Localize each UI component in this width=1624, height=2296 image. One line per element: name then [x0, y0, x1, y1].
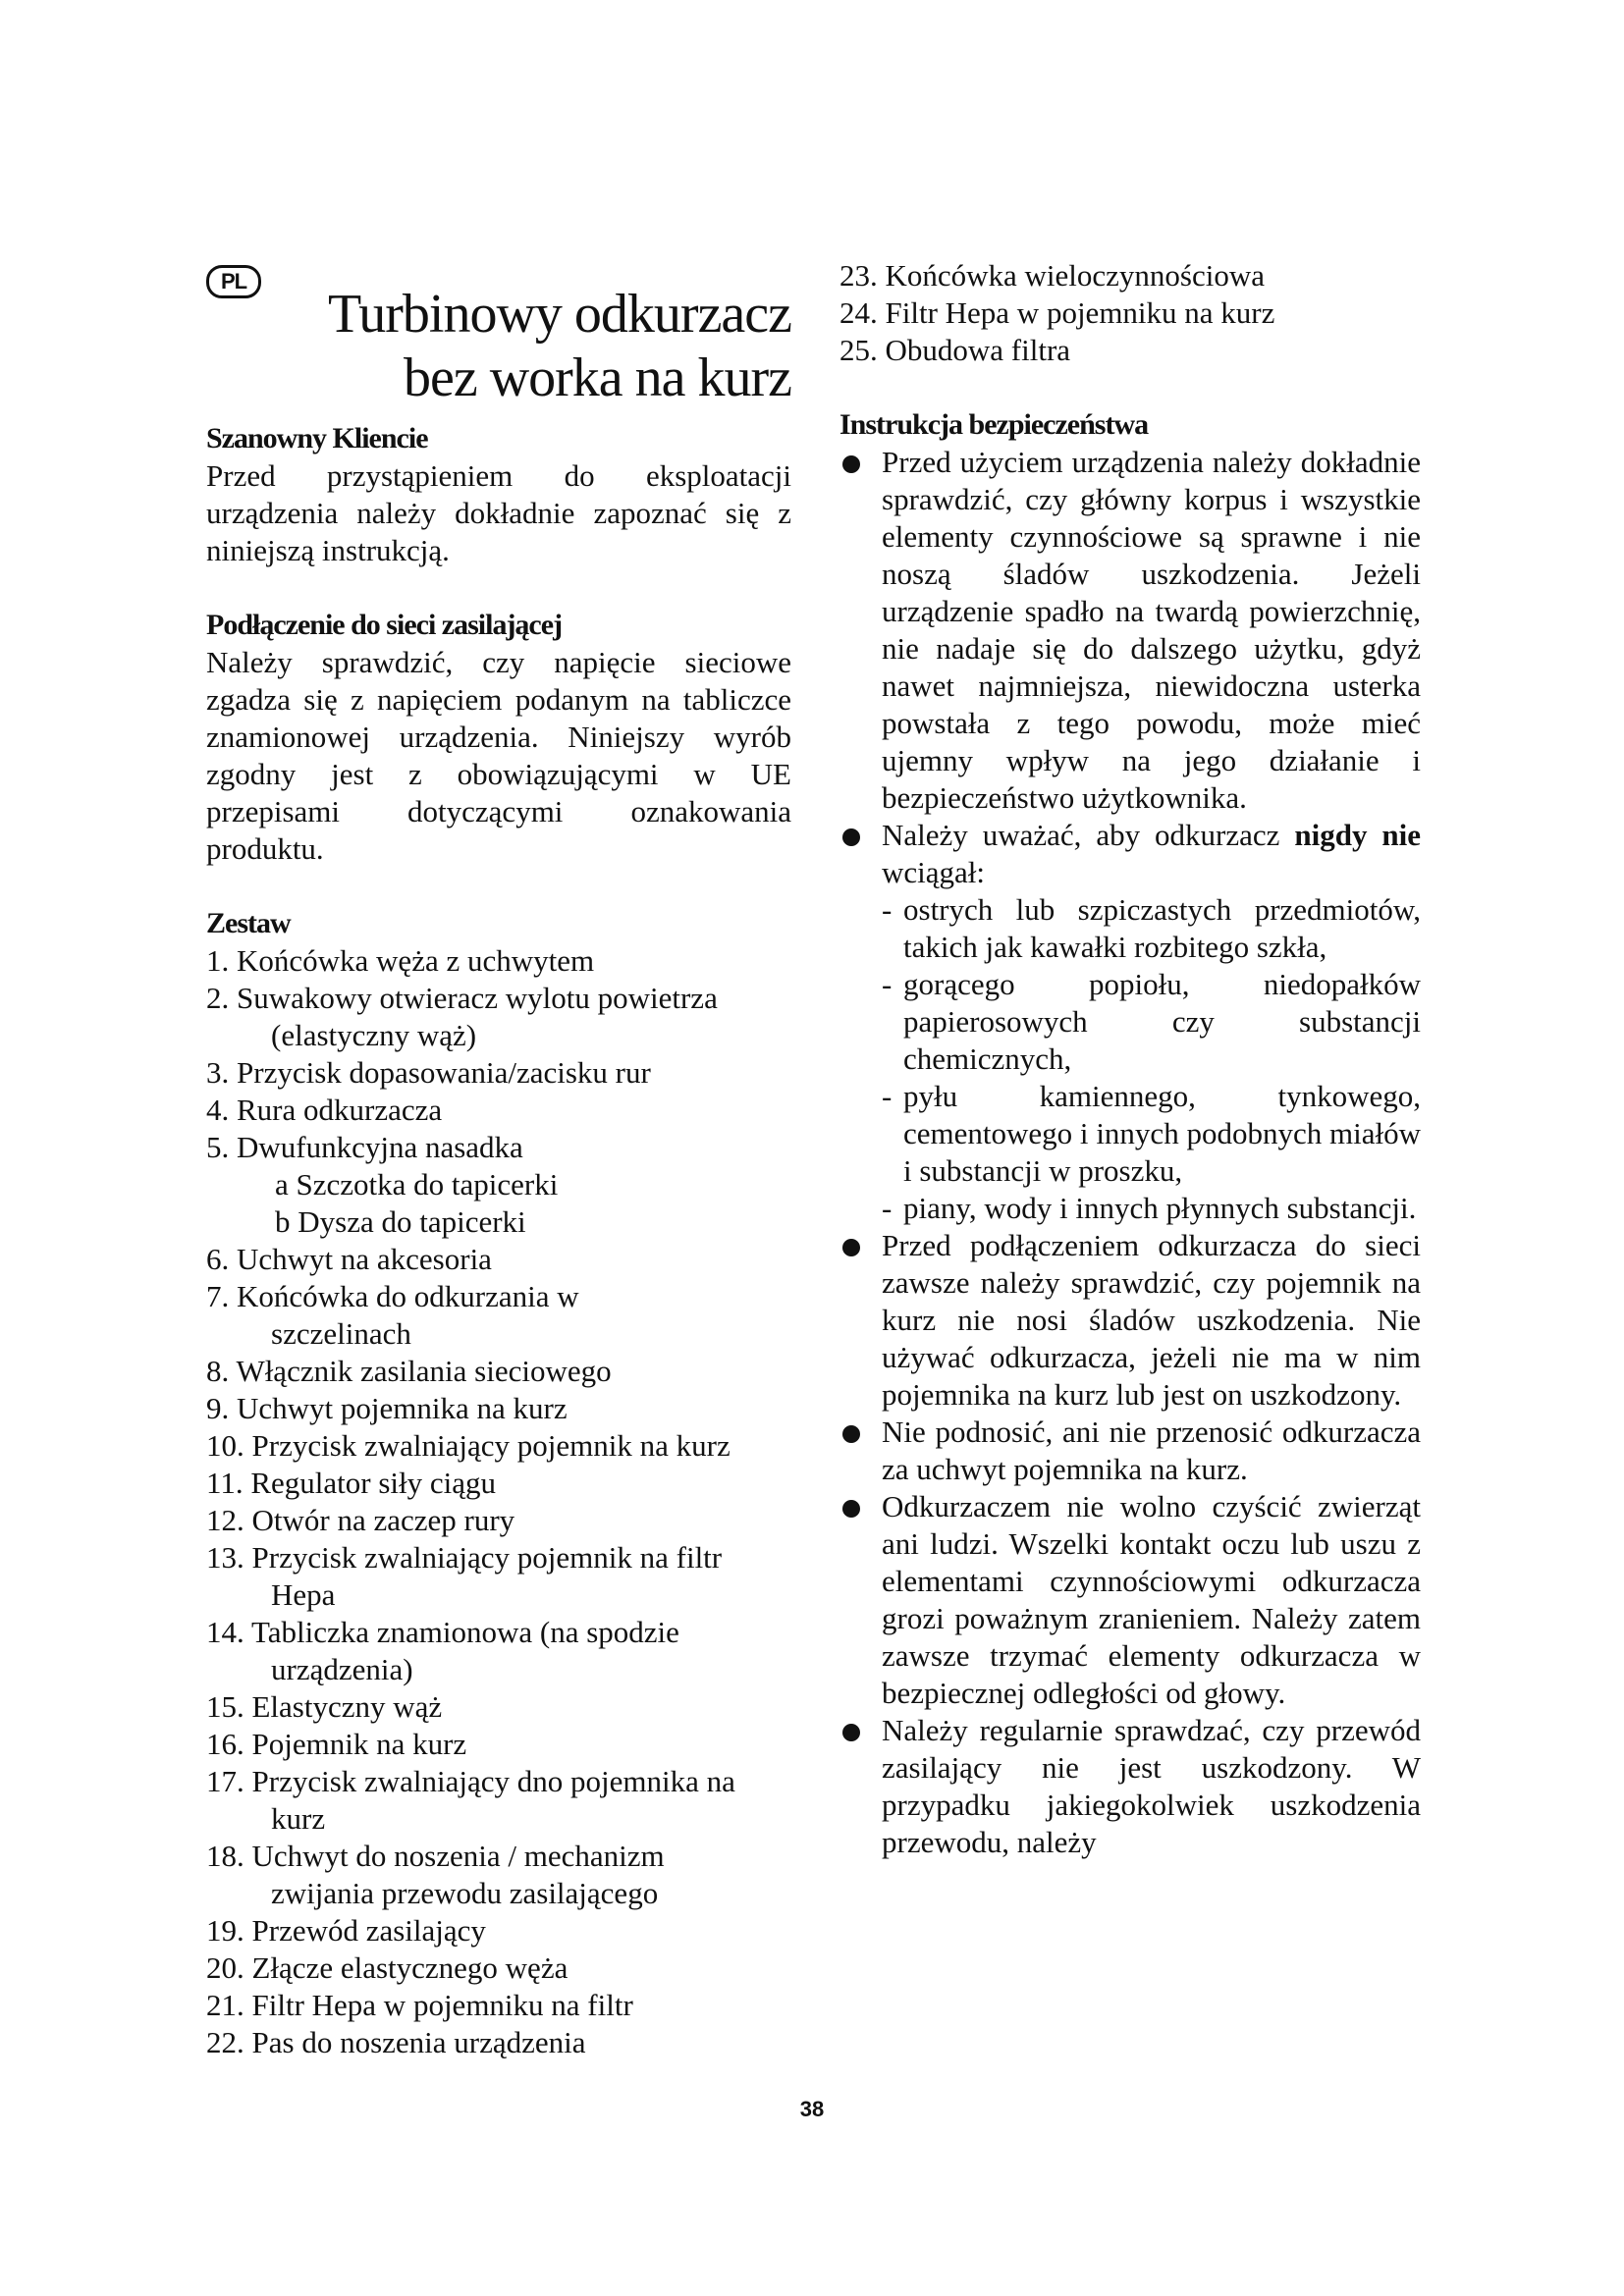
list-item: 23. Końcówka wieloczynnościowa	[839, 258, 1266, 293]
list-item: 2. Suwakowy otwieracz wylotu powietrza (elastyczny wąż)	[206, 981, 718, 1052]
bullet-icon	[842, 1724, 860, 1741]
list-item: 10. Przycisk zwalniający pojemnik na kurz	[206, 1428, 731, 1463]
list-item: 13. Przycisk zwalniający pojemnik na filtr Hepa	[206, 1540, 723, 1612]
title-line-2: bez worka na kurz	[403, 347, 791, 408]
list-item: 5. Dwufunkcyjna nasadka	[206, 1130, 523, 1164]
list-sub-item: a Szczotka do tapicerki	[275, 1167, 559, 1201]
bullet-icon	[842, 455, 860, 473]
dash-item: - pyłu kamiennego, tynkowego, cementowego i innych podobnych miałów i substancji w proszku,	[882, 1079, 1421, 1188]
list-item: 14. Tabliczka znamionowa (na spodzie urządzenia)	[206, 1615, 679, 1686]
list-item: 17. Przycisk zwalniający dno pojemnika na kurz	[206, 1764, 735, 1836]
list-item: 4. Rura odkurzacza	[206, 1093, 443, 1127]
title-line-1: Turbinowy odkurzacz	[328, 283, 791, 345]
list-item: 9. Uchwyt pojemnika na kurz	[206, 1391, 568, 1425]
list-item: 6. Uchwyt na akcesoria	[206, 1242, 492, 1276]
list-item: 20. Złącze elastycznego węża	[206, 1950, 568, 1985]
list-item: 16. Pojemnik na kurz	[206, 1727, 467, 1761]
power-text: Należy sprawdzić, czy napięcie sieciowe zgadza się z napięciem podanym na tabliczce znamionowej urządzenia. Niniejszy wyrób zgodny jest z obowiązującymi w UE przepisami dotyczącymi oznakowania produktu.	[206, 645, 791, 866]
list-item: 22. Pas do noszenia urządzenia	[206, 2025, 586, 2059]
bullet-icon	[842, 1425, 860, 1443]
safety-item: Przed podłączeniem odkurzacza do sieci zawsze należy sprawdzić, czy pojemnik na kurz nie nosi śladów uszkodzenia. Nie używać odkurzacza, jeżeli nie ma w nim pojemnika na kurz lub jest on uszkodzony.	[839, 1227, 1421, 1414]
dash-item: - gorącego popiołu, niedopałków papierosowych czy substancji chemicznych,	[882, 967, 1421, 1076]
page-number: 38	[799, 2097, 825, 2121]
kit-heading: Zestaw	[206, 907, 291, 939]
safety-item: Nie podnosić, ani nie przenosić odkurzacza za uchwyt pojemnika na kurz.	[839, 1414, 1421, 1488]
safety-item: Należy regularnie sprawdzać, czy przewód zasilający nie jest uszkodzony. W przypadku jakiegokolwiek uszkodzenia przewodu, należy	[839, 1712, 1421, 1861]
list-item: 12. Otwór na zaczep rury	[206, 1503, 515, 1537]
language-badge: PL	[206, 265, 261, 298]
bullet-icon	[842, 1239, 860, 1256]
safety-item: Należy uważać, aby odkurzacz nigdy nie wciągał: - ostrych lub szpiczastych przedmiotów, takich jak kawałki rozbitego szkła, - gorącego popiołu, niedopałków papierosowych czy substancji chemicznych, - pyłu kamiennego, tynkowego, cementowego i innych podobnych miałów i substancji w proszku, - piany, wody i innych płynnych substancji.	[839, 817, 1421, 1227]
power-heading: Podłączenie do sieci zasilającej	[206, 609, 563, 641]
list-item: 11. Regulator siły ciągu	[206, 1466, 497, 1500]
list-item: 1. Końcówka węża z uchwytem	[206, 943, 595, 978]
list-item: 8. Włącznik zasilania sieciowego	[206, 1354, 612, 1388]
intro-text: Przed przystąpieniem do eksploatacji urządzenia należy dokładnie zapoznać się z niniejszą instrukcją.	[206, 458, 791, 567]
kit-list	[206, 942, 791, 2061]
dash-item: - ostrych lub szpiczastych przedmiotów, takich jak kawałki rozbitego szkła,	[882, 892, 1421, 964]
list-item: 19. Przewód zasilający	[206, 1913, 486, 1948]
emphasis: nigdy nie	[1294, 818, 1421, 852]
list-item: 24. Filtr Hepa w pojemniku na kurz	[839, 295, 1275, 330]
title-block	[206, 245, 791, 408]
safety-item: Odkurzaczem nie wolno czyścić zwierząt ani ludzi. Wszelki kontakt oczu lub uszu z elementami czynnościowymi odkurzacza grozi poważnym zranieniem. Należy zatem zawsze trzymać elementy odkurzacza w bezpiecznej odległości od głowy.	[839, 1488, 1421, 1712]
list-sub-item: b Dysza do tapicerki	[275, 1204, 526, 1239]
list-item: 18. Uchwyt do noszenia / mechanizm zwijania przewodu zasilającego	[206, 1839, 665, 1910]
dash-item: - piany, wody i innych płynnych substancji.	[882, 1191, 1417, 1225]
list-item: 25. Obudowa filtra	[839, 333, 1071, 367]
bullet-icon	[842, 1500, 860, 1518]
right-column	[839, 257, 1421, 1861]
list-item: 7. Końcówka do odkurzania w szczelinach	[206, 1279, 579, 1351]
safety-item: Przed użyciem urządzenia należy dokładnie sprawdzić, czy główny korpus i wszystkie elementy czynnościowe są sprawne i nie noszą śladów uszkodzenia. Jeżeli urządzenie spadło na twardą powierzchnię, nie nadaje się do dalszego użytku, gdyż nawet najmniejsza, niewidoczna usterka powstała z tego powodu, może mieć ujemny wpływ na jego działanie i bezpieczeństwo użytkownika.	[839, 444, 1421, 817]
page-title	[328, 283, 791, 410]
kit-list-continued	[839, 257, 1421, 369]
bullet-icon	[842, 828, 860, 846]
safety-heading: Instrukcja bezpieczeństwa	[839, 408, 1149, 441]
left-column	[206, 245, 791, 2061]
intro-heading: Szanowny Kliencie	[206, 422, 428, 454]
safety-list	[839, 444, 1421, 1861]
list-item: 3. Przycisk dopasowania/zacisku rur	[206, 1055, 651, 1090]
list-item: 21. Filtr Hepa w pojemniku na filtr	[206, 1988, 633, 2022]
list-item: 15. Elastyczny wąż	[206, 1689, 443, 1724]
